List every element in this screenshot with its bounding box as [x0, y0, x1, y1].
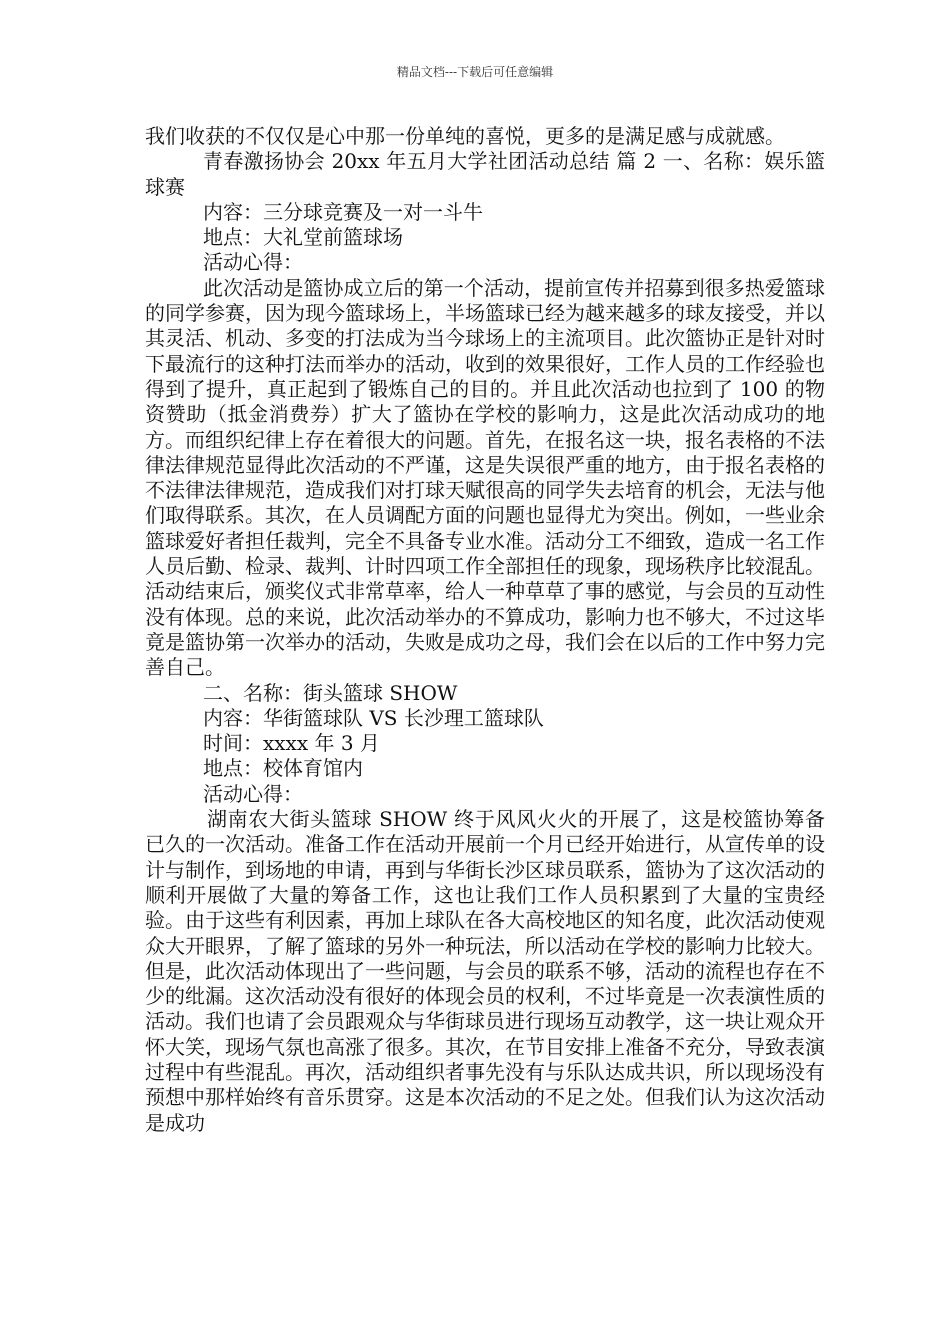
- section-title-1: 青春激扬协会 20xx 年五月大学社团活动总结 篇 2 一、名称：娱乐篮球赛: [145, 149, 825, 199]
- time-line-2: 时间：xxxx 年 3 月: [203, 731, 380, 756]
- page-header: 精品文档---下载后可任意编辑: [396, 65, 554, 79]
- reflection-heading-1: 活动心得：: [203, 250, 303, 275]
- location-line-1: 地点：大礼堂前篮球场: [203, 225, 403, 250]
- paragraph-closing-line: 我们收获的不仅仅是心中那一份单纯的喜悦，更多的是满足感与成就感。: [145, 124, 785, 148]
- content-line-2: 内容：华街篮球队 VS 长沙理工篮球队: [203, 705, 544, 730]
- content-line-1: 内容：三分球竞赛及一对一斗牛: [203, 199, 483, 224]
- reflection-heading-2: 活动心得：: [203, 781, 303, 806]
- reflection-paragraph-1: 此次活动是篮协成立后的第一个活动，提前宣传并招募到很多热爱篮球的同学参赛，因为现今篮球场上，半场篮球已经为越来越多的球友接受，并以其灵活、机动、多变的打法成为当今球场上的主流项目。此次篮协正是针对时下最流行的这种打法而举办的活动，收到的效果很好，工作人员的工作经验也得到了提升，真正起到了锻炼自己的目的。并且此次活动也拉到了 100 的物资赞助（抵金消费券）扩大了篮协在学校的影响力，这是此次活动成功的地方。而组织纪律上存在着很大的问题。首先，在报名这一块，报名表格的不法律法律规范显得此次活动的不严谨，这是失误很严重的地方，由于报名表格的不法律法律规范，造成我们对打球天赋很高的同学失去培育的机会，无法与他们取得联系。其次，在人员调配方面的问题也显得尤为突出。例如，一些业余篮球爱好者担任裁判，完全不具备专业水准。活动分工不细致，造成一名工作人员后勤、检录、裁判、计时四项工作全部担任的现象，现场秩序比较混乱。活动结束后，颁奖仪式非常草率，给人一种草草了事的感觉，与会员的互动性没有体现。总的来说，此次活动举办的不算成功，影响力也不够大，不过这毕竟是篮协第一次举办的活动，失败是成功之母，我们会在以后的工作中努力完善自己。: [145, 275, 825, 680]
- document-body: [145, 124, 825, 1136]
- location-line-2: 地点：校体育馆内: [203, 756, 363, 781]
- section-title-2: 二、名称：街头篮球 SHOW: [203, 680, 458, 705]
- reflection-paragraph-2: 湖南农大街头篮球 SHOW 终于风风火火的开展了，这是校篮协筹备已久的一次活动。准备工作在活动开展前一个月已经开始进行，从宣传单的设计与制作，到场地的申请，再到与华街长沙区球员联系，篮协为了这次活动的顺利开展做了大量的筹备工作，这也让我们工作人员积累到了大量的宝贵经验。由于这些有利因素，再加上球队在各大高校地区的知名度，此次活动使观众大开眼界，了解了篮球的另外一种玩法，所以活动在学校的影响力比较大。但是，此次活动体现出了一些问题，与会员的联系不够，活动的流程也存在不少的纰漏。这次活动没有很好的体现会员的权利，不过毕竟是一次表演性质的活动。我们也请了会员跟观众与华街球员进行现场互动教学，这一块让观众开怀大笑，现场气氛也高涨了很多。其次，在节目安排上准备不充分，导致表演过程中有些混乱。再次，活动组织者事先没有与乐队达成共识，所以现场没有预想中那样始终有音乐贯穿。这是本次活动的不足之处。但我们认为这次活动是成功: [145, 807, 825, 1135]
